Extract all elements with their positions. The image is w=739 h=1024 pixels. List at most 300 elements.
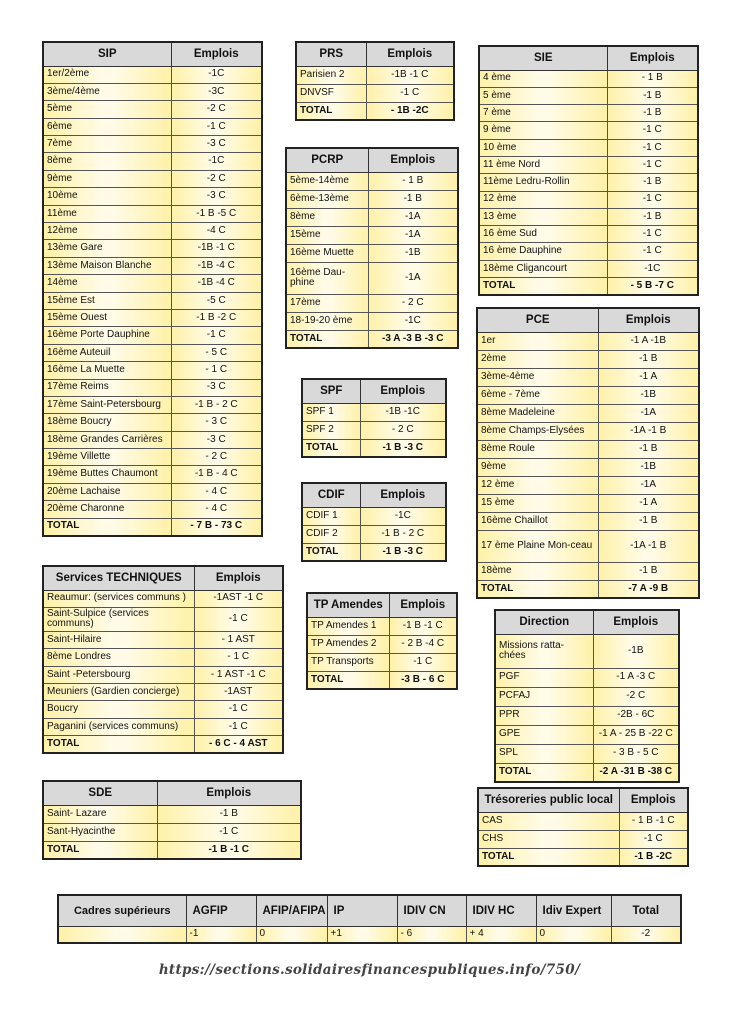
row-label: 18ème Boucry [43, 414, 171, 431]
table-row [43, 466, 262, 483]
table-column-header: Emplois [171, 42, 262, 66]
total-value: -1 B -2C [619, 848, 688, 866]
table-row [43, 718, 283, 735]
row-label: SPL [495, 744, 593, 763]
total-label: TOTAL [302, 543, 360, 561]
table-row [296, 66, 454, 84]
row-label: 5 ème [479, 87, 607, 104]
table-row [43, 153, 262, 170]
row-value: -1 B [607, 208, 698, 225]
table-row [43, 701, 283, 718]
tp-amendes-table [306, 592, 458, 690]
row-value: -1B -4 C [171, 275, 262, 292]
table-row [479, 122, 698, 139]
table-row [307, 635, 457, 653]
row-value: -1AST -1 C [194, 590, 283, 607]
row-label: Missions ratta-chées [495, 634, 593, 668]
cadres-header-cell: AGFIP [186, 895, 256, 926]
row-value: -1 B [607, 105, 698, 122]
total-label: TOTAL [495, 763, 593, 782]
total-label: TOTAL [286, 330, 368, 348]
cadres-value-cell: -1 [186, 926, 256, 943]
row-label: 7 ème [479, 105, 607, 122]
cadres-value-row [58, 926, 681, 943]
row-label: CAS [478, 812, 619, 830]
row-value: -3 C [171, 431, 262, 448]
row-value: -1 A -3 C [593, 668, 679, 687]
row-label: 1er/2ème [43, 66, 171, 83]
table-column-header: Emplois [619, 788, 688, 812]
total-value: -1 B -3 C [360, 543, 446, 561]
row-value: - 1 B -1 C [619, 812, 688, 830]
row-value: -1 A [598, 368, 699, 386]
row-label: 14ème [43, 275, 171, 292]
row-value: - 4 C [171, 483, 262, 500]
row-value: -1 B -2 C [171, 309, 262, 326]
total-value: - 1B -2C [366, 102, 454, 120]
row-value: - 2 B -4 C [389, 635, 457, 653]
row-label: TP Transports [307, 653, 389, 671]
row-label: 20ème Lachaise [43, 483, 171, 500]
row-value: -2 C [171, 170, 262, 187]
total-value: -7 A -9 B [598, 580, 699, 598]
row-value: -3 C [171, 136, 262, 153]
row-value: -2 C [171, 101, 262, 118]
row-label: 9 ème [479, 122, 607, 139]
row-value: -1B [598, 458, 699, 476]
table-row [43, 666, 283, 683]
table-row [495, 687, 679, 706]
total-label: TOTAL [307, 671, 389, 689]
total-label: TOTAL [478, 848, 619, 866]
total-label: TOTAL [43, 518, 171, 535]
row-label: 15 ème [477, 494, 598, 512]
row-value: - 1 C [194, 649, 283, 666]
table-row [478, 830, 688, 848]
table-column-header: Emplois [593, 610, 679, 634]
row-label: 13 ème [479, 208, 607, 225]
row-label: 5ème-14ème [286, 172, 368, 190]
table-column-header: Emplois [389, 593, 457, 617]
table-header-row [286, 148, 458, 172]
table-row [302, 525, 446, 543]
table-row [43, 205, 262, 222]
table-row [302, 507, 446, 525]
row-label: 9ème [43, 170, 171, 187]
row-value: -1 C [607, 156, 698, 173]
total-row [495, 763, 679, 782]
row-value: -1 C [619, 830, 688, 848]
row-value: -1 B - 4 C [171, 466, 262, 483]
table-row [479, 174, 698, 191]
table-row [477, 368, 699, 386]
table-row [43, 170, 262, 187]
table-row [43, 449, 262, 466]
row-label: GPE [495, 725, 593, 744]
row-label: 17 ème Plaine Mon-ceau [477, 530, 598, 562]
row-value: -1 B - 2 C [171, 396, 262, 413]
row-label: 7ème [43, 136, 171, 153]
row-value: -1 B [598, 350, 699, 368]
table-header-row [477, 308, 699, 332]
row-value: -1B -4 C [171, 257, 262, 274]
row-label: 17ème Reims [43, 379, 171, 396]
table-row [479, 105, 698, 122]
table-title: Trésoreries public local [478, 788, 619, 812]
row-label: 8ème Champs-Elysées [477, 422, 598, 440]
row-value: -1B -1 C [366, 66, 454, 84]
table-row [43, 590, 283, 607]
table-row [477, 386, 699, 404]
table-header-row [296, 42, 454, 66]
row-value: -1 C [607, 191, 698, 208]
cadres-value-cell: + 4 [466, 926, 536, 943]
row-label: 12 ème [479, 191, 607, 208]
row-label: 19ème Buttes Chaumont [43, 466, 171, 483]
row-value: -1 A [598, 494, 699, 512]
row-label: 17ème [286, 294, 368, 312]
table-header-row [307, 593, 457, 617]
table-title: SIE [479, 46, 607, 70]
table-row [43, 483, 262, 500]
pce-table [476, 307, 700, 599]
row-value: - 3 C [171, 414, 262, 431]
row-label: 10ème [43, 188, 171, 205]
row-label: 9ème [477, 458, 598, 476]
table-row [43, 136, 262, 153]
footer-url[interactable]: https://sections.solidairesfinancespubliques.info/750/ [158, 962, 581, 978]
row-label: 13ème Gare [43, 240, 171, 257]
row-value: -1 C [157, 823, 301, 841]
row-value: -1A [368, 226, 458, 244]
row-label: 10 ème [479, 139, 607, 156]
row-label: 8ème Londres [43, 649, 194, 666]
table-row [43, 805, 301, 823]
total-value: -1 B -3 C [360, 439, 446, 457]
row-value: -1C [171, 153, 262, 170]
row-label: 4 ème [479, 70, 607, 87]
table-row [479, 87, 698, 104]
row-label: TP Amendes 2 [307, 635, 389, 653]
table-row [286, 226, 458, 244]
cadres-value-cell: 0 [536, 926, 611, 943]
row-value: -1A [598, 476, 699, 494]
row-value: - 3 B - 5 C [593, 744, 679, 763]
tresoreries-table [477, 787, 689, 867]
row-value: -1 C [194, 701, 283, 718]
table-row [43, 379, 262, 396]
total-label: TOTAL [43, 736, 194, 753]
table-header-row [495, 610, 679, 634]
table-row [307, 617, 457, 635]
table-row [43, 223, 262, 240]
total-row [302, 439, 446, 457]
row-label: 8ème Madeleine [477, 404, 598, 422]
row-value: - 2 C [360, 421, 446, 439]
row-value: -1C [360, 507, 446, 525]
row-value: - 4 C [171, 501, 262, 518]
cdif-table [301, 482, 447, 562]
row-label: 17ème Saint-Petersbourg [43, 396, 171, 413]
row-value: -1 C [366, 84, 454, 102]
row-label: 11ème [43, 205, 171, 222]
table-row [43, 309, 262, 326]
table-header-row [478, 788, 688, 812]
row-value: -1A -1 B [598, 530, 699, 562]
row-value: -1 C [171, 118, 262, 135]
row-label: CHS [478, 830, 619, 848]
row-label: PGF [495, 668, 593, 687]
row-value: -1 B [598, 440, 699, 458]
table-title: SIP [43, 42, 171, 66]
pcrp-table [285, 147, 459, 349]
row-label: 8ème Roule [477, 440, 598, 458]
row-value: -1A [368, 262, 458, 294]
row-label: 13ème Maison Blanche [43, 257, 171, 274]
table-row [43, 362, 262, 379]
row-value: -1C [171, 66, 262, 83]
table-title: TP Amendes [307, 593, 389, 617]
table-header-row [43, 566, 283, 590]
row-label: 11ème Ledru-Rollin [479, 174, 607, 191]
row-value: -3C [171, 83, 262, 100]
row-label: 1er [477, 332, 598, 350]
table-header-row [43, 42, 262, 66]
table-column-header: Emplois [360, 379, 446, 403]
row-label: Boucry [43, 701, 194, 718]
table-title: SPF [302, 379, 360, 403]
total-value: -3 B - 6 C [389, 671, 457, 689]
total-label: TOTAL [302, 439, 360, 457]
prs-table [295, 41, 455, 121]
row-label: 16ème Dau-phine [286, 262, 368, 294]
cadres-value-cell: 0 [256, 926, 327, 943]
row-value: -1 B [598, 512, 699, 530]
table-header-row [302, 379, 446, 403]
table-row [43, 607, 283, 631]
sie-table [478, 45, 699, 296]
row-label: 2ème [477, 350, 598, 368]
row-label: Parisien 2 [296, 66, 366, 84]
row-label: 18-19-20 ème [286, 312, 368, 330]
cadres-header-cell: AFIP/AFIPA [256, 895, 327, 926]
table-row [43, 101, 262, 118]
total-value: -1 B -1 C [157, 841, 301, 859]
row-value: -1B [598, 386, 699, 404]
row-label: SPF 2 [302, 421, 360, 439]
services-techniques-table [42, 565, 284, 754]
row-label: Meuniers (Gardien concierge) [43, 684, 194, 701]
sip-table [42, 41, 263, 537]
table-row [43, 257, 262, 274]
row-label: DNVSF [296, 84, 366, 102]
row-label: CDIF 2 [302, 525, 360, 543]
row-label: 18ème Grandes Carrières [43, 431, 171, 448]
cadres-header-cell: IDIV CN [397, 895, 466, 926]
row-value: -1 B -1 C [389, 617, 457, 635]
table-title: PCRP [286, 148, 368, 172]
table-row [43, 823, 301, 841]
table-row [43, 649, 283, 666]
row-label: TP Amendes 1 [307, 617, 389, 635]
table-header-row [302, 483, 446, 507]
row-label: 3ème-4ème [477, 368, 598, 386]
table-row [43, 66, 262, 83]
table-row [296, 84, 454, 102]
table-row [286, 312, 458, 330]
table-row [477, 476, 699, 494]
row-value: -1C [607, 260, 698, 277]
table-row [286, 172, 458, 190]
table-row [43, 431, 262, 448]
row-label: Reaumur: (services communs ) [43, 590, 194, 607]
total-label: TOTAL [479, 278, 607, 295]
table-title: Direction [495, 610, 593, 634]
table-row [477, 512, 699, 530]
row-value: -1 C [389, 653, 457, 671]
table-row [43, 275, 262, 292]
row-label: Saint-Sulpice (services communs) [43, 607, 194, 631]
table-row [302, 421, 446, 439]
table-row [43, 631, 283, 648]
table-row [495, 744, 679, 763]
total-value: -2 A -31 B -38 C [593, 763, 679, 782]
table-column-header: Emplois [194, 566, 283, 590]
row-value: -1B [593, 634, 679, 668]
table-row [43, 188, 262, 205]
row-label: PPR [495, 706, 593, 725]
table-row [477, 530, 699, 562]
row-value: - 1 AST [194, 631, 283, 648]
row-value: -1 B [598, 562, 699, 580]
table-row [479, 243, 698, 260]
row-value: - 1 B [607, 70, 698, 87]
row-value: - 1 AST -1 C [194, 666, 283, 683]
row-label: 6ème - 7ème [477, 386, 598, 404]
row-value: -3 C [171, 379, 262, 396]
row-label: 6ème-13ème [286, 190, 368, 208]
table-row [479, 208, 698, 225]
row-value: -1B -1 C [171, 240, 262, 257]
row-label: 16ème Muette [286, 244, 368, 262]
table-title: PCE [477, 308, 598, 332]
row-value: - 2 C [171, 449, 262, 466]
row-label: 12 ème [477, 476, 598, 494]
row-label: 8ème [286, 208, 368, 226]
row-value: -3 C [171, 188, 262, 205]
table-row [43, 414, 262, 431]
row-label: 19ème Villette [43, 449, 171, 466]
total-row [43, 841, 301, 859]
total-value: - 6 C - 4 AST [194, 736, 283, 753]
table-column-header: Emplois [366, 42, 454, 66]
cadres-value-cell: +1 [327, 926, 397, 943]
cadres-value-cell [58, 926, 186, 943]
row-value: -1 B [607, 174, 698, 191]
cadres-header-row [58, 895, 681, 926]
row-value: -1 B -5 C [171, 205, 262, 222]
row-label: 16 ème Dauphine [479, 243, 607, 260]
row-value: -1C [368, 312, 458, 330]
table-row [479, 226, 698, 243]
row-value: -1A -1 B [598, 422, 699, 440]
row-value: - 1 B [368, 172, 458, 190]
row-label: 16ème La Muette [43, 362, 171, 379]
row-label: Saint- Lazare [43, 805, 157, 823]
row-value: -1 A -1B [598, 332, 699, 350]
row-value: -2 C [593, 687, 679, 706]
table-title: SDE [43, 781, 157, 805]
row-label: 5ème [43, 101, 171, 118]
total-value: -3 A -3 B -3 C [368, 330, 458, 348]
row-label: 8ème [43, 153, 171, 170]
row-label: 11 ème Nord [479, 156, 607, 173]
row-value: -1A [598, 404, 699, 422]
row-label: Saint -Petersbourg [43, 666, 194, 683]
row-label: 15ème Ouest [43, 309, 171, 326]
table-row [43, 684, 283, 701]
table-title: PRS [296, 42, 366, 66]
row-label: 15ème [286, 226, 368, 244]
table-row [477, 458, 699, 476]
table-row [286, 294, 458, 312]
table-title: CDIF [302, 483, 360, 507]
table-row [495, 706, 679, 725]
table-row [495, 634, 679, 668]
row-label: 16ème Auteuil [43, 344, 171, 361]
cadres-header-cell: IP [327, 895, 397, 926]
total-row [43, 518, 262, 535]
row-value: -1A [368, 208, 458, 226]
row-label: 15ème Est [43, 292, 171, 309]
row-label: Saint-Hilaire [43, 631, 194, 648]
row-value: - 5 C [171, 344, 262, 361]
direction-table [494, 609, 680, 783]
table-row [286, 208, 458, 226]
row-value: -1AST [194, 684, 283, 701]
total-value: - 5 B -7 C [607, 278, 698, 295]
table-row [43, 83, 262, 100]
row-value: -1 C [194, 607, 283, 631]
table-row [43, 344, 262, 361]
row-value: -1 C [607, 122, 698, 139]
row-value: -1B [368, 244, 458, 262]
row-value: -1 C [607, 243, 698, 260]
row-value: -1 C [194, 718, 283, 735]
table-row [479, 139, 698, 156]
row-label: 12ème [43, 223, 171, 240]
table-row [43, 118, 262, 135]
row-value: -1 A - 25 B -22 C [593, 725, 679, 744]
row-label: CDIF 1 [302, 507, 360, 525]
table-row [479, 191, 698, 208]
row-label: SPF 1 [302, 403, 360, 421]
table-header-row [43, 781, 301, 805]
total-label: TOTAL [43, 841, 157, 859]
total-row [477, 580, 699, 598]
table-row [286, 190, 458, 208]
spf-table [301, 378, 447, 458]
table-row [477, 562, 699, 580]
cadres-header-cell: Cadres supérieurs [58, 895, 186, 926]
row-value: -1 C [607, 139, 698, 156]
row-value: - 2 C [368, 294, 458, 312]
table-title: Services TECHNIQUES [43, 566, 194, 590]
row-label: 18ème Cligancourt [479, 260, 607, 277]
row-label: 6ème [43, 118, 171, 135]
table-row [479, 260, 698, 277]
total-row [302, 543, 446, 561]
